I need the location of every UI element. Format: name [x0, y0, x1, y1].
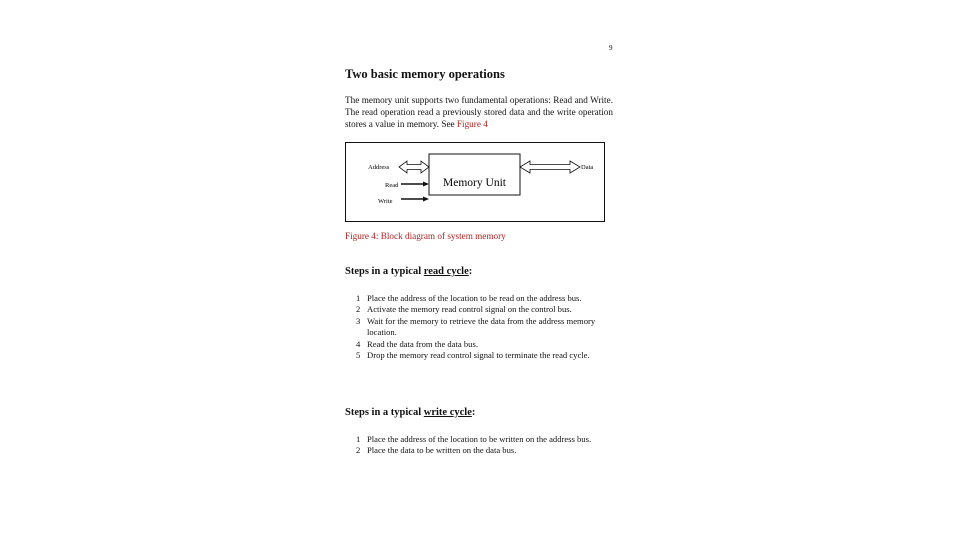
step-text: Drop the memory read control signal to terminate the read cycle.: [367, 350, 590, 361]
step-text: Place the address of the location to be read on the address bus.: [367, 293, 582, 303]
memory-block-diagram: [345, 142, 605, 222]
step-text: Read the data from the data bus.: [367, 338, 478, 349]
read-cycle-steps: [345, 293, 615, 361]
read-cycle-emph: read cycle: [423, 266, 469, 277]
step-number: 2: [356, 304, 361, 315]
write-cycle-emph: write cycle: [423, 407, 472, 418]
data-label: Data: [581, 164, 594, 171]
list-item: [345, 434, 615, 445]
read-label: Read: [385, 182, 399, 189]
figure-caption: Figure 4: Block diagram of system memory: [345, 231, 506, 241]
step-text: Activate the memory read control signal on the control bus.: [367, 304, 572, 315]
list-item: [345, 445, 615, 456]
step-number: 2: [356, 445, 361, 456]
list-item: [345, 304, 615, 315]
step-number: 4: [356, 338, 361, 349]
figure-reference-link[interactable]: Figure 4: [456, 119, 488, 129]
step-number: 1: [356, 293, 361, 303]
list-item: [345, 293, 615, 304]
write-cycle-prefix: Steps in a typical: [345, 407, 422, 418]
step-number: 3: [356, 315, 361, 326]
intro-paragraph: [345, 94, 613, 130]
write-cycle-heading: [345, 407, 475, 418]
read-cycle-suffix: :: [468, 266, 473, 277]
write-cycle-suffix: :: [471, 407, 476, 418]
read-cycle-heading: [345, 266, 472, 277]
write-label: Write: [378, 198, 393, 205]
page-number: 9: [609, 44, 613, 52]
step-text: Wait for the memory to retrieve the data from the address memory location.: [367, 315, 596, 338]
intro-text: The memory unit supports two fundamental operations: Read and Write. The read operation read a previously stored data and the write operation stores a value in memory. See: [345, 95, 613, 129]
list-item: [345, 316, 615, 339]
write-cycle-steps: [345, 434, 615, 457]
memory-unit-label: Memory Unit: [443, 177, 506, 189]
read-cycle-prefix: Steps in a typical: [345, 266, 422, 277]
step-number: 5: [356, 350, 361, 361]
address-label: Address: [368, 164, 390, 171]
step-text: Place the address of the location to be written on the address bus.: [367, 434, 592, 444]
list-item: [345, 350, 615, 361]
section-heading: Two basic memory operations: [345, 67, 505, 81]
step-text: Place the data to be written on the data bus.: [367, 445, 517, 456]
list-item: [345, 339, 615, 350]
step-number: 1: [356, 434, 361, 444]
